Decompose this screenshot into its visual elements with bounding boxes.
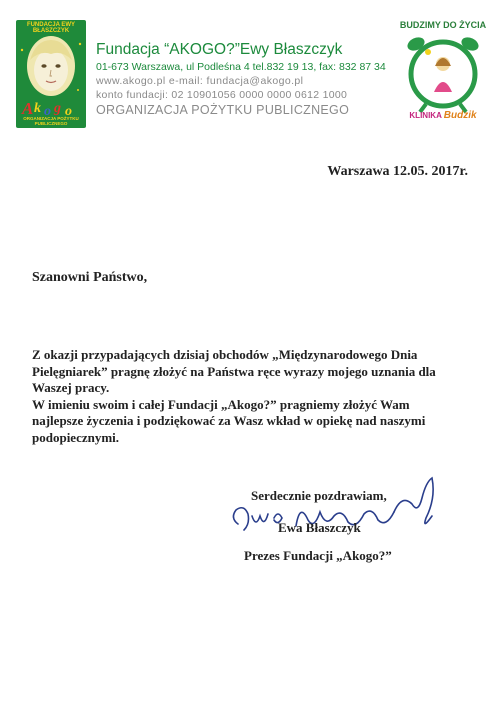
- paragraph-2: W imieniu swoim i całej Fundacji „Akogo?” pragniemy złożyć Wam najlepsze życzenia i podziękować za Wasz wkład w opiekę nad naszymi podopiecznymi.: [32, 396, 426, 445]
- foundation-name: Fundacja “AKOGO?”Ewy Błaszczyk: [96, 41, 343, 58]
- child-portrait-logo-icon: [16, 20, 86, 128]
- signer-title: Prezes Fundacji „Akogo?”: [244, 548, 392, 563]
- alarm-clock-logo-icon: [398, 30, 488, 114]
- budzik-logo-top-text: BUDZIMY DO ŻYCIA: [399, 20, 487, 30]
- svg-text:g: g: [54, 101, 61, 116]
- foundation-web-email: www.akogo.pl e-mail: fundacja@akogo.pl: [96, 75, 304, 87]
- paragraph-1: Z okazji przypadających dzisiaj obchodów „Międzynarodowego Dnia Pielęgniarek” pragnę złożyć na Państwa ręce wyrazy mojego uznania dla Waszej pracy.: [32, 347, 436, 395]
- budzik-name: Budzik: [443, 110, 477, 121]
- letterhead: [96, 40, 396, 118]
- budzik-prefix: KLINIKA: [409, 111, 442, 120]
- foundation-opp: ORGANIZACJA POŻYTKU PUBLICZNEGO: [96, 103, 350, 117]
- svg-text:o: o: [44, 104, 51, 119]
- svg-text:o: o: [65, 104, 72, 119]
- svg-text:A: A: [22, 99, 34, 118]
- budzik-logo-bottom-text: [398, 110, 488, 121]
- foundation-account: konto fundacji: 02 10901056 0000 0000 0612 1000: [96, 89, 348, 101]
- letter-body: [32, 347, 462, 446]
- salutation: Szanowni Państwo,: [32, 270, 148, 285]
- budzik-logo: [398, 20, 488, 132]
- signer-name: Ewa Błaszczyk: [278, 520, 361, 535]
- closing: Serdecznie pozdrawiam,: [251, 488, 387, 503]
- akogo-logo: [16, 20, 86, 128]
- foundation-address: 01-673 Warszawa, ul Podleśna 4 tel.832 19 13, fax: 832 87 34: [96, 61, 386, 73]
- left-logo-top-text: FUNDACJA EWY BŁASZCZYK: [26, 22, 76, 34]
- left-logo-bottom-text: ORGANIZACJA POŻYTKU PUBLICZNEGO: [23, 116, 79, 126]
- letter-date: Warszawa 12.05. 2017r.: [327, 164, 468, 179]
- handwritten-signature-icon: [226, 468, 456, 548]
- svg-text:k: k: [34, 101, 41, 116]
